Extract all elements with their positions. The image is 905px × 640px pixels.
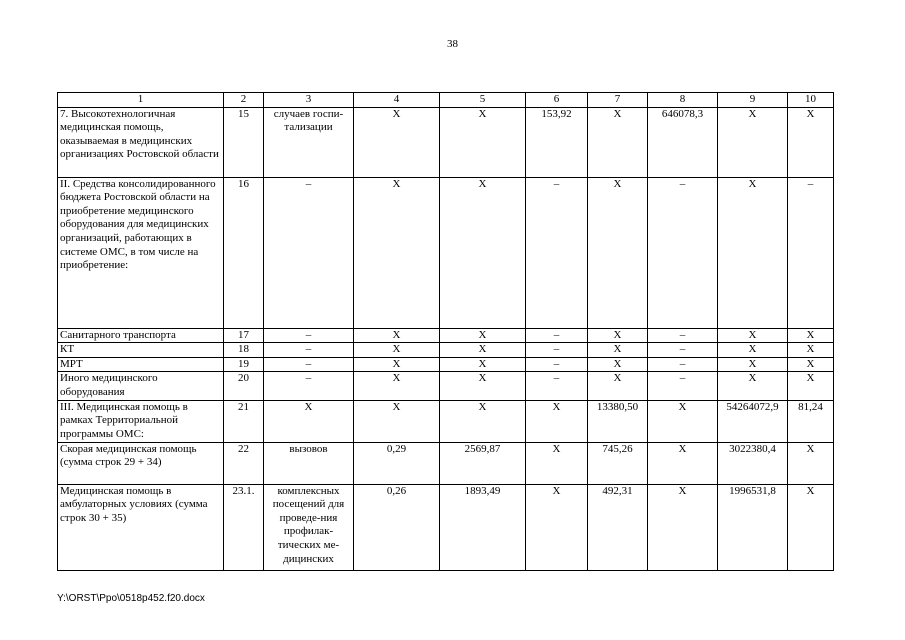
row-unit: – (264, 328, 354, 343)
cell-col9: Х (718, 177, 788, 328)
cell-col9: Х (718, 343, 788, 358)
header-cell: 7 (588, 93, 648, 108)
cell-col5: Х (440, 400, 526, 442)
cell-col5: 1893,49 (440, 484, 526, 570)
cell-col9: 1996531,8 (718, 484, 788, 570)
cell-col5: Х (440, 177, 526, 328)
cell-col7: 13380,50 (588, 400, 648, 442)
cell-col8: 646078,3 (648, 107, 718, 177)
header-cell: 8 (648, 93, 718, 108)
cell-col4: Х (354, 357, 440, 372)
cell-col10: Х (788, 372, 834, 400)
cell-col10: Х (788, 442, 834, 484)
cell-col5: 2569,87 (440, 442, 526, 484)
cell-col4: 0,26 (354, 484, 440, 570)
cell-col9: Х (718, 372, 788, 400)
row-number: 22 (224, 442, 264, 484)
row-name: КТ (58, 343, 224, 358)
cell-col8: – (648, 328, 718, 343)
table-row (58, 484, 834, 570)
cell-col10: Х (788, 357, 834, 372)
cell-col8: Х (648, 484, 718, 570)
cell-col8: – (648, 357, 718, 372)
cell-col4: Х (354, 372, 440, 400)
cell-col8: – (648, 177, 718, 328)
cell-col6: Х (526, 442, 588, 484)
cell-col10: Х (788, 484, 834, 570)
header-cell: 4 (354, 93, 440, 108)
cell-col5: Х (440, 107, 526, 177)
cell-col7: 745,26 (588, 442, 648, 484)
cell-col4: 0,29 (354, 442, 440, 484)
cell-col9: Х (718, 328, 788, 343)
cell-col6: Х (526, 400, 588, 442)
cell-col10: – (788, 177, 834, 328)
cell-col7: Х (588, 107, 648, 177)
cell-col7: Х (588, 343, 648, 358)
header-cell: 1 (58, 93, 224, 108)
row-name: III. Медицинская помощь в рамках Территориальной программы ОМС: (58, 400, 224, 442)
cell-col8: Х (648, 442, 718, 484)
cell-col4: Х (354, 400, 440, 442)
row-unit: – (264, 357, 354, 372)
cell-col9: Х (718, 107, 788, 177)
cell-col5: Х (440, 328, 526, 343)
cell-col6: 153,92 (526, 107, 588, 177)
header-cell: 2 (224, 93, 264, 108)
cell-col4: Х (354, 343, 440, 358)
cell-col4: Х (354, 328, 440, 343)
cell-col7: Х (588, 372, 648, 400)
cell-col10: Х (788, 107, 834, 177)
cell-col10: Х (788, 343, 834, 358)
cell-col7: Х (588, 177, 648, 328)
row-name: Санитарного транспорта (58, 328, 224, 343)
cell-col7: Х (588, 328, 648, 343)
row-number: 16 (224, 177, 264, 328)
cell-col6: – (526, 343, 588, 358)
row-unit: вызовов (264, 442, 354, 484)
header-cell: 9 (718, 93, 788, 108)
header-row (58, 93, 834, 108)
data-table (57, 92, 834, 571)
cell-col10: 81,24 (788, 400, 834, 442)
row-name: Медицинская помощь в амбулаторных условиях (сумма строк 30 + 35) (58, 484, 224, 570)
cell-col8: – (648, 343, 718, 358)
table-row (58, 328, 834, 343)
row-number: 19 (224, 357, 264, 372)
page-number: 38 (447, 38, 458, 50)
cell-col4: Х (354, 107, 440, 177)
cell-col9: 3022380,4 (718, 442, 788, 484)
row-unit: – (264, 177, 354, 328)
cell-col7: 492,31 (588, 484, 648, 570)
row-number: 21 (224, 400, 264, 442)
cell-col6: Х (526, 484, 588, 570)
table-row (58, 343, 834, 358)
row-name: 7. Высокотехнологичная медицинская помощь, оказываемая в медицинских организациях Ростовской области (58, 107, 224, 177)
row-number: 18 (224, 343, 264, 358)
row-number: 17 (224, 328, 264, 343)
header-cell: 3 (264, 93, 354, 108)
footer-file-path: Y:\ORST\Ppo\0518p452.f20.docx (57, 593, 205, 604)
row-number: 23.1. (224, 484, 264, 570)
row-unit: комплексных посещений для проведе-ния профилак-тических ме-дицинских (264, 484, 354, 570)
row-number: 20 (224, 372, 264, 400)
table-row (58, 400, 834, 442)
row-name: II. Средства консолидированного бюджета Ростовской области на приобретение медицинского оборудования для медицинских организаций, работающих в системе ОМС, в том числе на приобретение: (58, 177, 224, 328)
cell-col5: Х (440, 357, 526, 372)
header-cell: 6 (526, 93, 588, 108)
cell-col6: – (526, 357, 588, 372)
row-unit: – (264, 343, 354, 358)
cell-col8: – (648, 372, 718, 400)
table-row (58, 372, 834, 400)
cell-col9: Х (718, 357, 788, 372)
cell-col8: Х (648, 400, 718, 442)
cell-col9: 54264072,9 (718, 400, 788, 442)
cell-col5: Х (440, 343, 526, 358)
header-cell: 10 (788, 93, 834, 108)
row-name: Иного медицинского оборудования (58, 372, 224, 400)
row-unit: случаев госпи-тализации (264, 107, 354, 177)
cell-col6: – (526, 372, 588, 400)
table-row (58, 442, 834, 484)
cell-col10: Х (788, 328, 834, 343)
row-unit: Х (264, 400, 354, 442)
cell-col6: – (526, 328, 588, 343)
row-name: МРТ (58, 357, 224, 372)
table-row (58, 357, 834, 372)
row-name: Скорая медицинская помощь (сумма строк 29 + 34) (58, 442, 224, 484)
cell-col6: – (526, 177, 588, 328)
row-number: 15 (224, 107, 264, 177)
cell-col7: Х (588, 357, 648, 372)
cell-col5: Х (440, 372, 526, 400)
cell-col4: Х (354, 177, 440, 328)
row-unit: – (264, 372, 354, 400)
header-cell: 5 (440, 93, 526, 108)
table-row (58, 107, 834, 177)
table-row (58, 177, 834, 328)
